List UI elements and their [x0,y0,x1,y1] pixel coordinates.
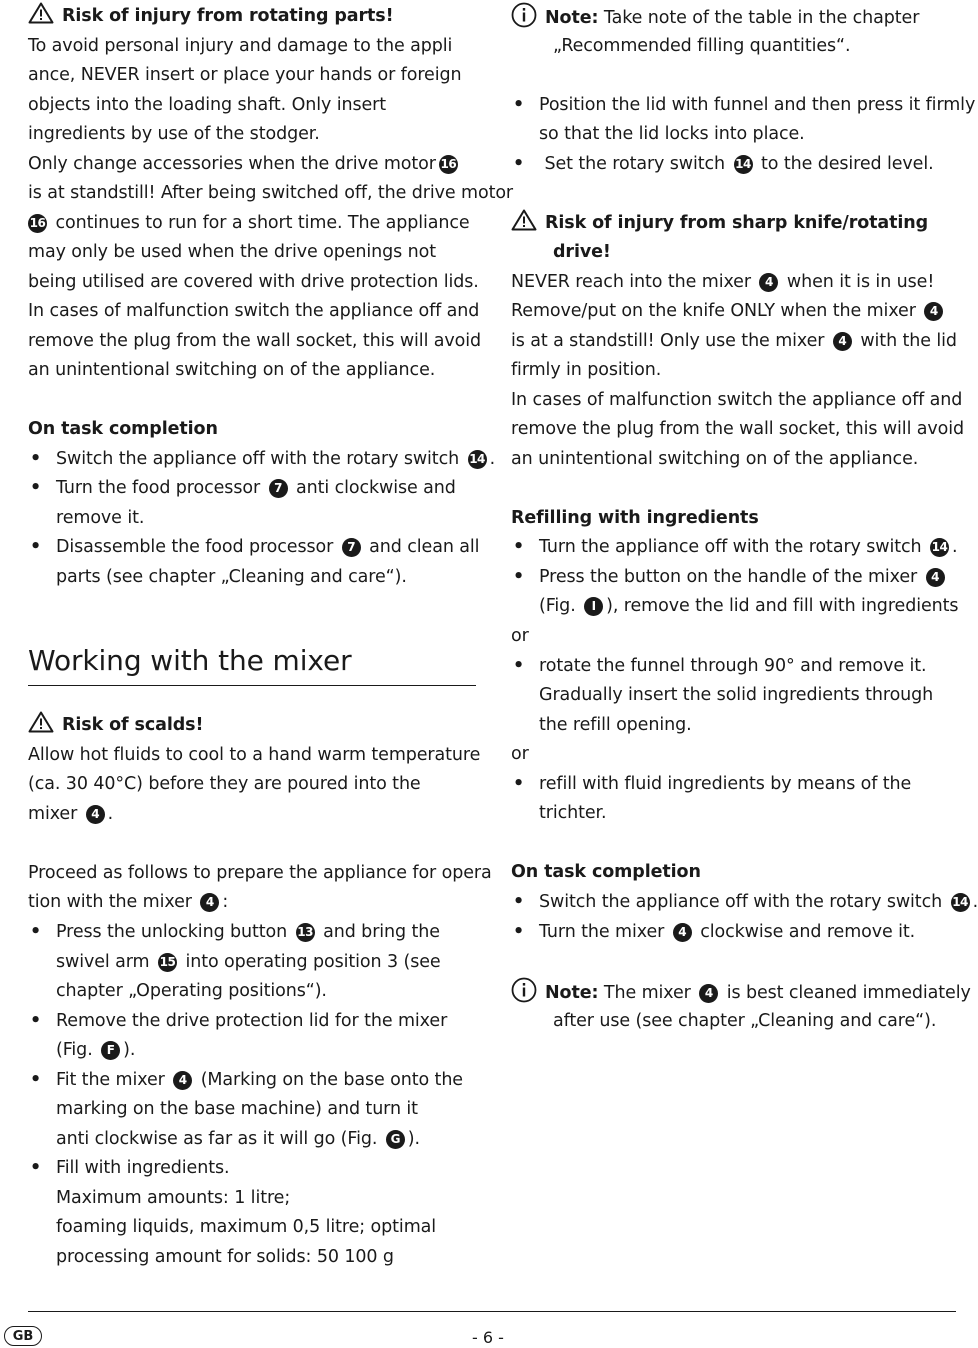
text-line: (Fig. F ). [56,1040,136,1060]
subheading-refilling: Refilling with ingredients [511,508,759,528]
text-line: may only be used when the drive openings not [28,242,436,262]
marker-7: 7 [269,479,288,498]
marker-4: 4 [924,302,943,321]
figure-g-marker: G [386,1130,405,1149]
marker-14: 14 [930,538,949,557]
text-line: NEVER reach into the mixer 4 when it is in use! [511,272,935,292]
marker-4: 4 [173,1071,192,1090]
text-line: an unintentional switching on of the appliance. [28,360,436,380]
text-line: Gradually insert the solid ingredients through [539,685,934,705]
text-line: objects into the loading shaft. Only insert [28,95,387,115]
marker-13: 13 [296,923,315,942]
marker-4: 4 [200,893,219,912]
text-line: Maximum amounts: 1 litre; [56,1188,291,1208]
warning-icon [28,711,54,733]
marker-15: 15 [158,953,177,972]
text-line: or [511,626,529,646]
section-title: Working with the mixer [28,644,352,677]
marker-4: 4 [833,332,852,351]
list-item: • rotate the funnel through 90° and remove it. [513,656,927,676]
text-line: after use (see chapter „Cleaning and care“). [553,1011,937,1031]
list-item: • Press the button on the handle of the mixer 4 [511,563,956,593]
footer-divider [28,1311,956,1312]
text-line: remove the plug from the wall socket, this will avoid [511,419,965,439]
list-item: • Turn the mixer 4 clockwise and remove it. [513,922,916,942]
list-item: • Turn the food processor 7 anti clockwise and [30,478,456,498]
text-line: (ca. 30 40°C) before they are poured into the [28,774,421,794]
text-line: anti clockwise as far as it will go (Fig. G ). [56,1129,420,1149]
list-item: • Turn the appliance off with the rotary switch 14 . [513,537,958,557]
list-item: • Set the rotary switch 14 to the desired level. [513,154,934,174]
text-line: marking on the base machine) and turn it [56,1099,418,1119]
text-line: „Recommended filling quantities“. [553,36,851,56]
marker-4: 4 [86,805,105,824]
text-line: drive! [553,242,611,262]
list-item: • Fit the mixer 4 (Marking on the base onto the [30,1070,463,1090]
text-line: firmly in position. [511,360,662,380]
text-line: In cases of malfunction switch the appliance off and [28,301,480,321]
list-item: • Remove the drive protection lid for the mixer [30,1011,448,1031]
text-line: chapter „Operating positions“). [56,981,327,1001]
figure-f-marker: F [101,1041,120,1060]
info-icon [511,977,537,1003]
list-item: • Position the lid with funnel and then press it firmly [513,95,976,115]
warning-icon [511,209,537,231]
text-line: 16 continues to run for a short time. The appliance [29,213,470,233]
text-line: (Fig. I ), remove the lid and fill with ingredients [539,596,959,616]
text-line: mixer 4 . [28,804,114,824]
note-cleaning: Note: The mixer 4 is best cleaned immediately [511,977,956,1007]
subheading-completion: On task completion [511,862,701,882]
text-line: is at a standstill! Only use the mixer 4 with the lid [511,331,957,351]
warning-icon [28,2,54,24]
text-line: In cases of malfunction switch the appliance off and [511,390,963,410]
text-line: an unintentional switching on of the appliance. [511,449,919,469]
text-line: the refill opening. [539,715,692,735]
text-line: tion with the mixer 4 : [28,892,229,912]
text-line: ance, NEVER insert or place your hands or foreign [28,65,462,85]
figure-i-marker: I [584,597,603,616]
marker-14: 14 [951,893,970,912]
warning-rotating-parts: Risk of injury from rotating parts! [28,2,476,32]
marker-16: 16 [439,155,458,174]
section-divider [28,685,476,686]
text-line: Allow hot fluids to cool to a hand warm temperature [28,745,481,765]
list-item: • Switch the appliance off with the rotary switch 14 . [513,892,978,912]
text-line: parts (see chapter „Cleaning and care“). [56,567,407,587]
marker-4: 4 [759,273,778,292]
list-item: • Press the unlocking button 13 and bring the [30,922,440,942]
text-line: so that the lid locks into place. [539,124,805,144]
text-line: trichter. [539,803,607,823]
warning-scalds: Risk of scalds! [28,711,476,741]
text-line: swivel arm 15 into operating position 3 (see [56,952,441,972]
list-item: • refill with fluid ingredients by means of the [513,774,912,794]
text-line: remove the plug from the wall socket, this will avoid [28,331,482,351]
country-badge: GB [4,1326,42,1346]
note-filling: Note: Take note of the table in the chapter [511,2,956,32]
marker-14: 14 [734,155,753,174]
marker-4: 4 [926,568,945,587]
list-item: • Switch the appliance off with the rotary switch 14 . [30,449,496,469]
text-line: Only change accessories when the drive motor 16 [28,154,457,174]
list-item: • Disassemble the food processor 7 and clean all [30,537,480,557]
text-line: To avoid personal injury and damage to the appli [28,36,453,56]
marker-16: 16 [28,214,47,233]
text-line: Remove/put on the knife ONLY when the mixer 4 [511,297,956,327]
warning-sharp-knife: Risk of injury from sharp knife/rotating [511,209,956,239]
subheading-completion: On task completion [28,419,218,439]
page-number: - 6 - [472,1328,504,1347]
info-icon [511,2,537,28]
text-line: or [511,744,529,764]
text-line: processing amount for solids: 50 100 g [56,1247,394,1267]
marker-14: 14 [468,450,487,469]
text-line: Proceed as follows to prepare the appliance for opera [28,863,492,883]
list-item: • Fill with ingredients. [30,1158,230,1178]
text-line: being utilised are covered with drive protection lids. [28,272,479,292]
text-line: ingredients by use of the stodger. [28,124,320,144]
marker-4: 4 [673,923,692,942]
text-line: remove it. [56,508,145,528]
marker-7: 7 [342,538,361,557]
text-line: foaming liquids, maximum 0,5 litre; optimal [56,1217,437,1237]
marker-4: 4 [699,984,718,1003]
text-line: is at standstill! After being switched off, the drive motor [28,183,514,203]
